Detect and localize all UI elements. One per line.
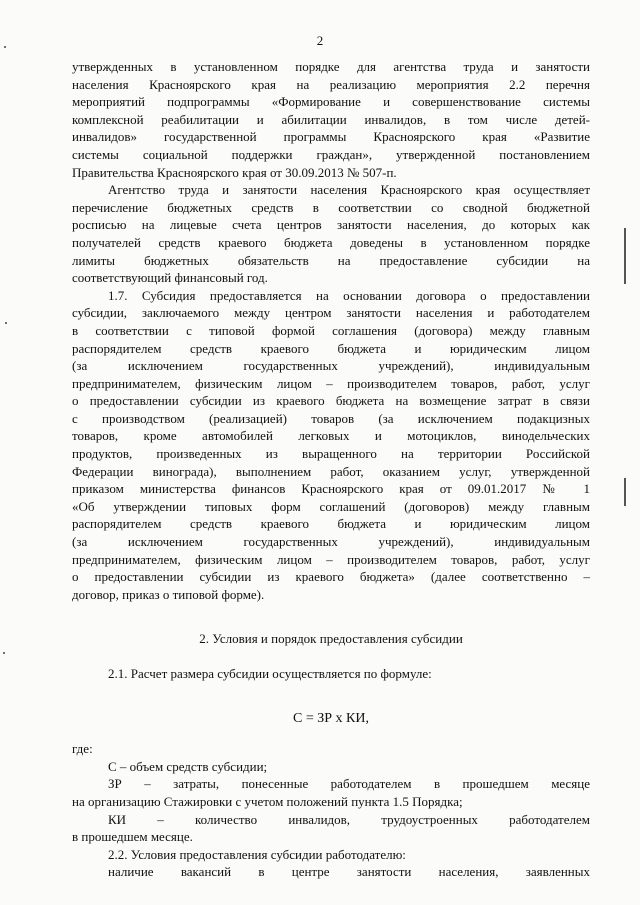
body-text-line: населения Красноярского края на реализацию мероприятия 2.2 перечня [72,76,590,92]
body-text-line: получателей средств краевого бюджета доведены в установленном порядке [72,234,590,250]
body-text-line: в соответствии с типовой формой соглашения (договора) между главным [72,322,590,338]
body-text-line: приказом министерства финансов Красноярского края от 09.01.2017 № 1 [72,481,590,497]
body-text-line: комплексной реабилитации и абилитации инвалидов, в том числе детей- [72,111,590,127]
body-text-line: росписью на лицевые счета центров занятости населения, до которых как [72,217,590,233]
body-text-line: утвержденных в установленном порядке для агентства труда и занятости [72,59,590,74]
body-text-line: с производством (реализацией) товаров (за исключением подакцизных [72,410,590,426]
body-text-line: договор, приказ о типовой форме). [72,586,265,602]
body-text-line: (за исключением государственных учреждений), индивидуальным [72,534,590,550]
formula: С = ЗР х КИ, [293,710,369,726]
margin-scan-mark [624,478,626,506]
definition-line: наличие вакансий в центре занятости населения, заявленных [108,864,590,880]
body-text-line: (за исключением государственных учреждений), индивидуальным [72,358,590,374]
scan-speck [3,652,5,654]
body-text-line: лимиты бюджетных обязательств на предоставление субсидии на [72,252,590,268]
body-text-line: продуктов, произведенных из выращенного на территории Российской [72,446,590,462]
body-text-line: перечисление бюджетных средств в соответствии со сводной бюджетной [72,199,590,215]
body-text-line: 1.7. Субсидия предоставляется на основании договора о предоставлении [108,287,590,303]
body-text-line: соответствующий финансовый год. [72,270,268,286]
formula-intro: 2.1. Расчет размера субсидии осуществляется по формуле: [108,666,432,681]
body-text-line: предпринимателем, физическим лицом – производителем товаров, работ, услуг [72,551,590,567]
body-text-line: о предоставлении субсидии из краевого бюджета» (далее соответственно – [72,569,590,585]
section-heading: 2. Условия и порядок предоставления субсидии [199,631,463,647]
page-number: 2 [316,33,324,48]
body-text-line: распорядителем средств краевого бюджета и юридическим лицом [72,340,590,356]
body-text-line: мероприятий подпрограммы «Формирование и совершенствование системы [72,94,590,110]
body-text-line: товаров, кроме автомобилей легковых и мотоциклов, винодельческих [72,428,590,444]
definition-line: 2.2. Условия предоставления субсидии работодателю: [108,846,406,862]
body-text-line: «Об утверждении типовых форм соглашений (договоров) между главным [72,498,590,514]
body-text-line: о предоставлении субсидии из краевого бюджета на возмещение затрат в связи [72,393,590,409]
definition-line: где: [72,741,93,757]
body-text-line: предпринимателем, физическим лицом – производителем товаров, работ, услуг [72,375,590,391]
paragraph-block [72,58,590,603]
body-text-line: Федерации винограда), выполнением работ, оказанием услуг, утвержденной [72,463,590,479]
margin-scan-mark [624,228,626,284]
body-text-line: Правительства Красноярского края от 30.09.2013 № 507-п. [72,164,397,180]
body-text-line: системы социальной поддержки граждан», утвержденной постановлением [72,146,590,162]
definition-line: на организацию Стажировки с учетом положений пункта 1.5 Порядка; [72,793,463,809]
definition-line: ЗР – затраты, понесенные работодателем в прошедшем месяце [108,776,590,792]
scan-speck [5,322,7,324]
body-text-line: инвалидов» государственной программы Красноярского края «Развитие [72,129,590,145]
body-text-line: Агентство труда и занятости населения Красноярского края осуществляет [108,182,590,198]
definition-line: КИ – количество инвалидов, трудоустроенных работодателем [108,811,590,827]
scan-speck [4,46,6,48]
body-text-line: распорядителем средств краевого бюджета и юридическим лицом [72,516,590,532]
document-body [72,58,590,881]
formula-definitions [72,740,590,881]
definition-line: С – объем средств субсидии; [108,758,268,774]
body-text-line: субсидии, заключаемого между центром занятости населения и работодателем [72,305,590,321]
definition-line: в прошедшем месяце. [72,829,193,845]
